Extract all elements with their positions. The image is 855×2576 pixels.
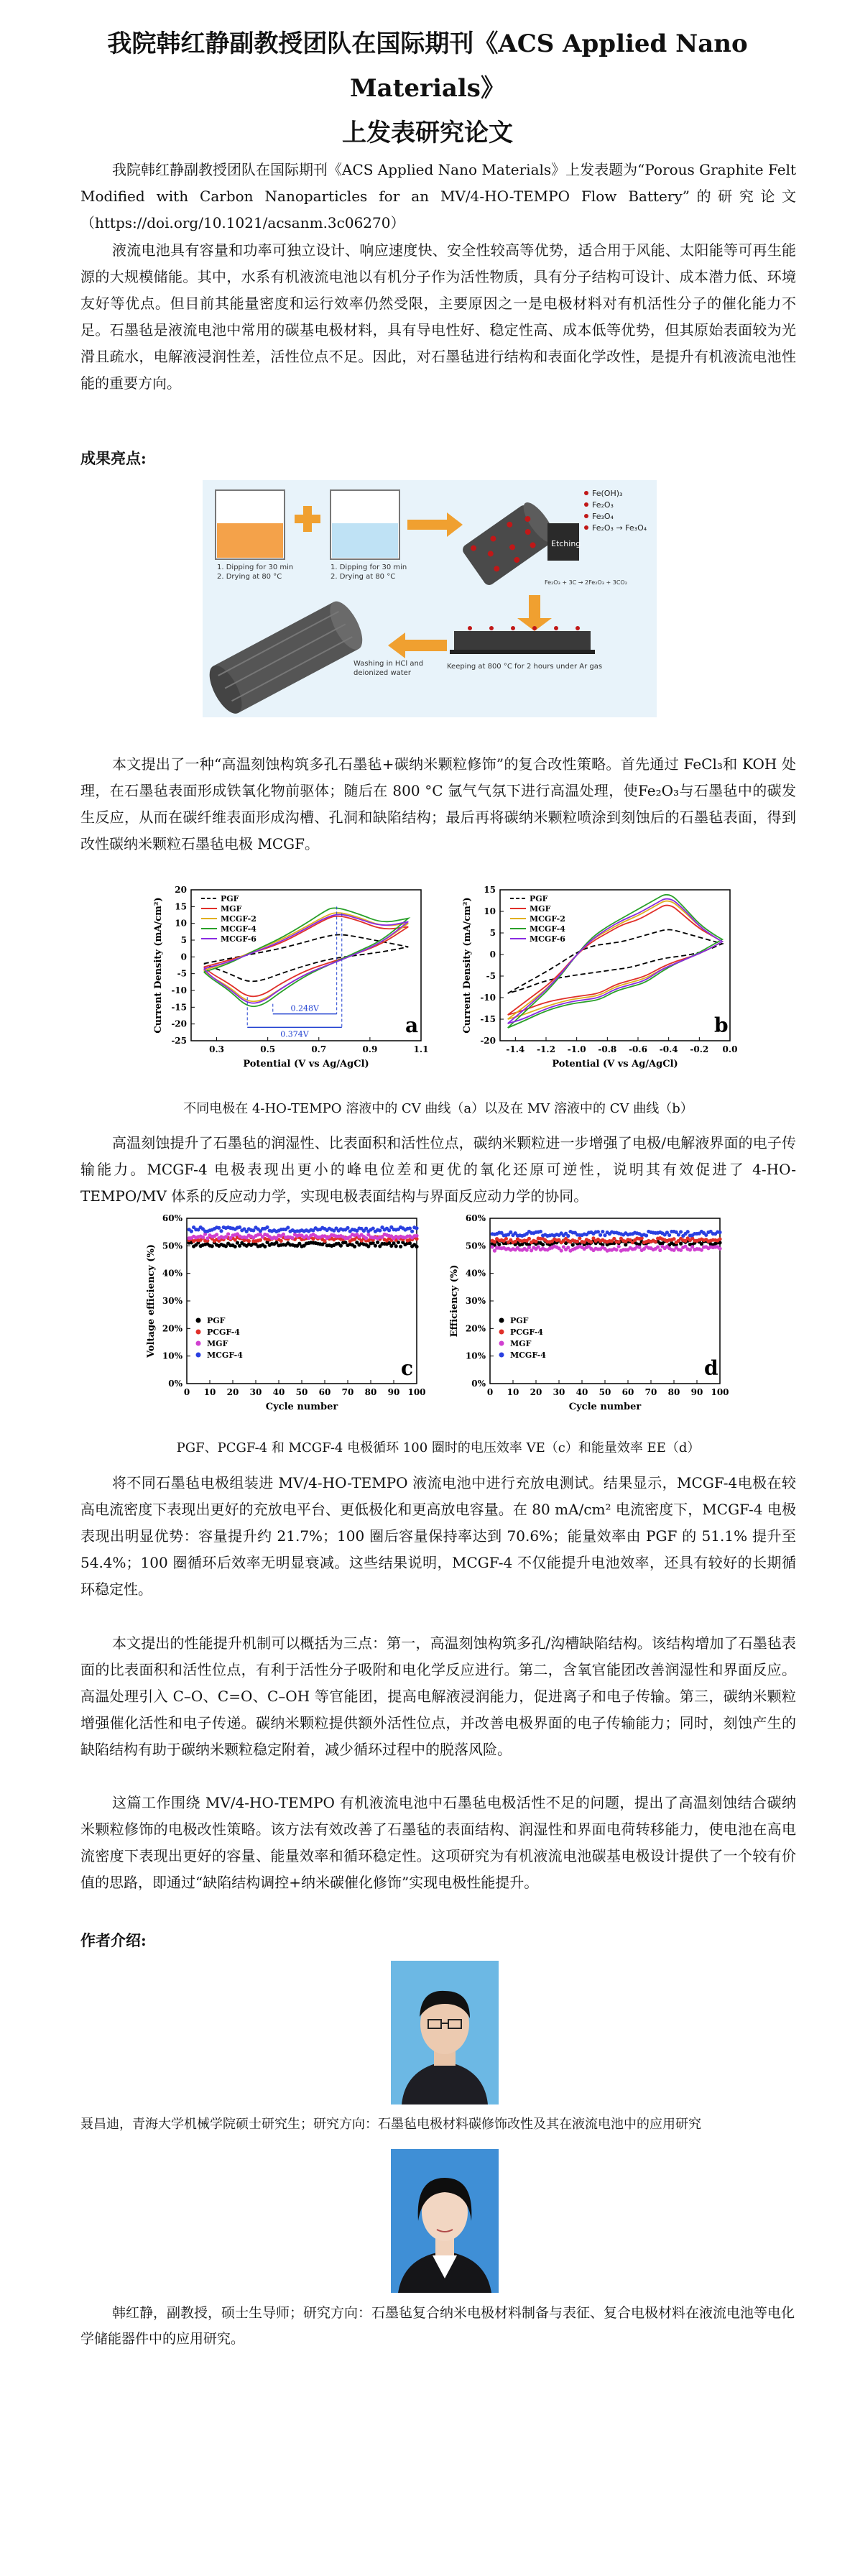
y-tick-label: 10% [162,1351,182,1361]
data-point-mgf [226,1232,230,1236]
x-tick-label: 60 [621,1387,634,1397]
panel-letter: a [405,1013,419,1037]
washing-line1: Washing in HCl and [353,660,424,668]
cycle-chart-d-svg [445,1211,747,1427]
data-point-mcgf-4 [509,1230,512,1234]
data-point-mcgf-4 [566,1234,570,1238]
x-tick-label: 50 [295,1387,308,1397]
data-point-mgf [658,1248,662,1252]
data-point-pgf [234,1245,237,1248]
data-point-pcgf-4 [617,1240,621,1243]
data-point-mgf [491,1245,494,1248]
article-title [43,22,812,155]
authors-heading: 作者介绍: [80,1931,147,1949]
data-point-pcgf-4 [612,1237,616,1241]
x-tick-label: 100 [711,1387,729,1397]
data-point-mgf [527,1246,531,1249]
cycle-chart-d [445,1211,747,1427]
x-tick-label: 0 [486,1387,494,1397]
legend-entry: MCGF-6 [530,934,565,944]
y-tick-label: 0 [489,949,496,960]
x-tick-label: 40 [272,1387,285,1397]
y-tick-label: 0 [180,952,187,962]
data-point-mcgf-4 [265,1225,269,1229]
legend-entry: MCGF-4 [221,924,256,934]
y-tick-label: 30% [162,1296,182,1306]
title-line-2: 上发表研究论文 [342,119,513,147]
etching-box [547,523,581,561]
x-tick-label: 0.7 [311,1044,327,1054]
x-tick-label: 20 [530,1387,542,1397]
data-point-pcgf-4 [576,1240,579,1243]
x-tick-label: -0.4 [659,1044,678,1054]
peak-separation-label: 0.248V [290,1003,319,1013]
legend-marker [499,1330,504,1335]
data-point-mgf [215,1233,218,1236]
data-point-pgf [571,1243,575,1246]
data-point-pgf [366,1244,370,1248]
y-tick-label: 10% [465,1351,486,1361]
x-tick-label: 0.0 [722,1044,738,1054]
data-point-mcgf-4 [410,1230,414,1233]
legend-entry: PGF [221,894,239,903]
step1-line2: 2. Drying at 80 °C [217,573,282,581]
data-point-pcgf-4 [504,1237,508,1241]
data-point-pgf [211,1244,214,1248]
y-tick-label: 50% [465,1241,486,1251]
x-tick-label: 10 [203,1387,216,1397]
data-point-pgf [374,1244,377,1248]
panel-letter: d [704,1356,718,1380]
x-tick-label: -1.2 [537,1044,555,1054]
species-4: Fe₂O₃ → Fe₃O₄ [592,523,647,533]
data-point-pcgf-4 [323,1239,326,1243]
cv-chart-a [151,884,438,1078]
y-tick-label: 30% [465,1296,486,1306]
legend-entry: MCGF-2 [530,914,565,924]
x-tick-label: 30 [249,1387,262,1397]
x-tick-label: -1.4 [506,1044,525,1054]
panel-letter: c [401,1356,414,1380]
background-paragraph: 液流电池具有容量和功率可独立设计、响应速度快、安全性较高等优势，适合用于风能、太阳能等可再生能源的大规模储能。其中，水系有机液流电池以有机分子作为活性物质，具有分子结构可设计、成本潜力低、环境友好等优点。但目前其能量密度和运行效率仍然受限，主要原因之一是电极材料对有机活性分子的催化能力不足。石墨毡是液流电池中常用的碳基电极材料，具有导电性好、稳定性高、成本低等优势，但其原始表面较为光滑且疏水，电解液浸润性差，活性位点不足。因此，对石墨毡进行结构和表面化学改性，是提升有机液流电池性能的重要方向。 [80,242,796,392]
data-point-mcgf-4 [371,1226,375,1230]
data-point-mgf [656,1245,660,1248]
data-point-pcgf-4 [247,1239,251,1243]
y-axis-title: Current Density (mA/cm²) [462,897,473,1034]
data-point-pcgf-4 [578,1236,581,1240]
legend-marker [196,1353,201,1358]
legend-marker [196,1330,201,1335]
data-point-pgf [624,1243,627,1246]
data-point-mcgf-4 [190,1230,193,1233]
highlights-heading: 成果亮点: [80,449,147,467]
species-1: Fe(OH)₃ [592,489,623,498]
y-tick-label: 50% [162,1241,182,1251]
legend-entry: MGF [207,1339,228,1348]
x-tick-label: 0.5 [260,1044,276,1054]
author2-description: 韩红静，副教授，硕士生导师；研究方向：石墨毡复合纳米电极材料制备与表征、复合电极材料在液流电池等电化学储能器件中的应用研究。 [80,2305,795,2347]
x-tick-label: 0 [183,1387,190,1397]
x-tick-label: 30 [553,1387,565,1397]
y-tick-label: -5 [486,971,496,981]
data-point-pgf [263,1245,267,1248]
author1-photo [391,1961,499,2104]
y-tick-label: 40% [465,1268,486,1279]
x-tick-label: -0.2 [690,1044,709,1054]
legend-marker [499,1318,504,1323]
x-tick-label: 0.9 [362,1044,378,1054]
x-tick-label: 20 [226,1387,239,1397]
y-tick-label: -20 [171,1018,187,1029]
data-point-mgf [614,1248,618,1251]
y-tick-label: 40% [162,1268,182,1279]
data-point-pcgf-4 [279,1239,283,1243]
data-point-mcgf-4 [539,1230,542,1233]
cv-caption: 不同电极在 4-HO-TEMPO 溶液中的 CV 曲线（a）以及在 MV 溶液中的 CV 曲线（b） [183,1101,693,1116]
data-point-mgf [718,1247,721,1251]
mechanism-paragraph: 本文提出的性能提升机制可以概括为三点：第一，高温刻蚀构筑多孔/沟槽缺陷结构。该结构增加了石墨毡表面的比表面积和活性位点，有利于活性分子吸附和电化学反应进行。第二，含氧官能团改善润湿性和界面反应。高温处理引入 C–O、C=O、C–OH 等官能团，提高电解液浸润能力，促进离子和电子传输。第三，碳纳米颗粒增强催化活性和电子传递。碳纳米颗粒提供额外活性位点，并改善电极界面的电子传输能力；同时，刻蚀产生的缺陷结构有助于碳纳米颗粒稳定附着，减少循环过程中的脱落风险。 [80,1634,796,1758]
beaker-2 [331,490,399,559]
x-axis-title: Potential (V vs Ag/AgCl) [552,1059,678,1070]
legend-entry: MGF [221,904,242,914]
beaker-1 [216,490,285,559]
data-point-mcgf-4 [596,1230,600,1233]
legend-entry: PGF [510,1316,529,1325]
x-tick-label: 70 [341,1387,354,1397]
legend-entry: MCGF-4 [510,1351,546,1360]
step1-line1: 1. Dipping for 30 min [217,564,294,571]
species-2: Fe₂O₃ [592,500,614,510]
author2-portrait [391,2149,499,2293]
title-line-1: 我院韩红静副教授团队在国际期刊《ACS Applied Nano Materials》 [107,29,748,103]
y-tick-label: -25 [171,1036,187,1046]
legend-entry: PGF [207,1316,226,1325]
y-tick-label: -15 [171,1002,187,1013]
y-tick-label: -20 [480,1036,496,1046]
y-tick-label: 5 [489,928,496,938]
data-point-pcgf-4 [654,1240,657,1243]
data-point-mcgf-4 [667,1233,671,1237]
y-tick-label: 20% [162,1323,182,1334]
keeping-label: Keeping at 800 °C for 2 hours under Ar gas [447,663,603,671]
data-point-mcgf-4 [718,1230,721,1234]
x-tick-label: 70 [644,1387,657,1397]
x-tick-label: 1.1 [413,1044,429,1054]
x-tick-label: 90 [387,1387,400,1397]
data-point-pcgf-4 [534,1240,537,1243]
schematic-svg [203,480,657,717]
data-point-pgf [339,1244,343,1248]
data-point-mcgf-4 [644,1233,648,1237]
y-tick-label: -5 [177,968,187,979]
x-tick-label: 80 [364,1387,377,1397]
y-tick-label: 15 [484,885,496,895]
x-tick-label: 0.3 [209,1044,225,1054]
method-paragraph: 本文提出了一种“高温刻蚀构筑多孔石墨毡+碳纳米颗粒修饰”的复合改性策略。首先通过 FeCl₃和 KOH 处理，在石墨毡表面形成铁氧化物前驱体；随后在 800 °C 氩气气氛下进行高温处理，使Fe₂O₃与石墨毡中的碳发生反应，从而在碳纤维表面形成沟槽、孔洞和缺陷结构；最后再将碳纳米颗粒喷涂到刻蚀后的石墨毡表面，得到改性碳纳米颗粒石墨毡电极 MCGF。 [80,755,796,852]
data-point-mcgf-4 [686,1230,690,1233]
step2-line2: 2. Drying at 80 °C [331,573,396,581]
reaction-equation: Fe₂O₃ + 3C → 2Fe₂O₃ + 3CO₂ [545,579,627,586]
data-point-mcgf-4 [408,1226,412,1230]
x-tick-label: 10 [507,1387,519,1397]
y-tick-label: 20 [175,885,187,895]
data-point-mcgf-4 [603,1233,606,1237]
y-tick-label: -10 [480,993,496,1003]
y-tick-label: 10 [175,918,187,929]
cv-chart-b [460,884,747,1078]
data-point-pgf [541,1243,545,1246]
panel-letter: b [714,1013,729,1037]
x-axis-title: Potential (V vs Ag/AgCl) [243,1059,369,1070]
y-tick-label: 0% [471,1379,486,1389]
legend-entry: MCGF-4 [530,924,565,934]
author2-photo [391,2149,499,2293]
data-point-mgf [205,1236,209,1240]
cv-discussion-paragraph: 高温刻蚀提升了石墨毡的润湿性、比表面积和活性位点，碳纳米颗粒进一步增强了电极/电解液界面的电子传输能力。MCGF-4 电极表现出更小的峰电位差和更优的氧化还原可逆性，说明其有效促进了 4-HO-TEMPO/MV 体系的反应动力学，实现电极表面结构与界面反应动力学的协同。 [80,1134,796,1205]
data-point-mcgf-4 [219,1229,223,1233]
data-point-pcgf-4 [259,1238,262,1242]
data-point-mgf [560,1248,563,1252]
data-point-mcgf-4 [415,1226,418,1230]
data-point-pgf [394,1244,398,1248]
y-axis-title: Efficiency (%) [449,1264,460,1338]
data-point-pgf [376,1241,379,1244]
legend-entry: PCGF-4 [510,1328,543,1337]
data-point-pcgf-4 [527,1237,531,1241]
washing-line2: deionized water [353,669,411,677]
data-point-mgf [291,1236,295,1240]
peak-separation-label: 0.374V [280,1029,309,1039]
legend-marker [499,1341,504,1346]
data-point-mcgf-4 [601,1230,604,1233]
data-point-mgf [566,1246,570,1249]
legend-marker [196,1341,201,1346]
data-point-pgf [497,1243,501,1246]
data-point-pgf [353,1245,356,1248]
battery-results-paragraph: 将不同石墨毡电极组装进 MV/4-HO-TEMPO 液流电池中进行充放电测试。结果显示，MCGF-4电极在较高电流密度下表现出更好的充放电平台、更低极化和更高放电容量。在 80 mA/cm² 电流密度下，MCGF-4 电极表现出明显优势：容量提升约 21.7%；100 圈后容量保持率达到 70.6%；能量效率由 PGF 的 51.1% 提升至 54.4%；100 圈循环后效率无明显衰减。这些结果说明，MCGF-4 不仅能提升电池效率，还具有较好的长期循环稳定性。 [80,1474,796,1598]
synthesis-schematic [203,480,657,717]
cycle-chart-c [142,1211,444,1427]
y-tick-label: 60% [162,1213,182,1223]
y-tick-label: -15 [480,1014,496,1024]
data-point-mgf [637,1246,641,1249]
data-point-pcgf-4 [718,1237,721,1241]
data-point-mgf [688,1248,692,1251]
x-tick-label: 80 [667,1387,680,1397]
data-point-pgf [415,1245,418,1248]
intro-paragraph: 我院韩红静副教授团队在国际期刊《ACS Applied Nano Materials》上发表题为“Porous Graphite Felt Modified with Carbon Nanoparticles for an MV/4-HO-TEMPO Flow Battery”的研究论文（https://doi.org/10.1021/acsanm.3c06270） [80,161,797,231]
data-point-pcgf-4 [589,1240,593,1243]
author1-portrait [391,1961,499,2104]
y-axis-title: Current Density (mA/cm²) [153,897,164,1034]
data-point-mcgf-4 [679,1230,683,1233]
legend-marker [499,1353,504,1358]
data-point-mgf [201,1236,205,1239]
x-axis-title: Cycle number [265,1402,338,1412]
data-point-mcgf-4 [217,1226,221,1230]
x-tick-label: -0.8 [598,1044,617,1054]
data-point-mgf [617,1245,621,1248]
data-point-mcgf-4 [598,1233,602,1237]
x-tick-label: 50 [598,1387,611,1397]
x-tick-label: -0.6 [629,1044,647,1054]
legend-entry: MCGF-6 [221,934,256,944]
data-point-mgf [415,1234,418,1238]
y-tick-label: 10 [484,906,496,916]
y-tick-label: 60% [465,1213,486,1223]
data-point-mcgf-4 [238,1225,241,1229]
data-point-mcgf-4 [387,1228,391,1232]
conclusion-paragraph: 这篇工作围绕 MV/4-HO-TEMPO 有机液流电池中石墨毡电极活性不足的问题，提出了高温刻蚀结合碳纳米颗粒修饰的电极改性策略。该方法有效改善了石墨毡的表面结构、润湿性和界面电荷转移能力，使电池在高电流密度下表现出更好的容量、能量效率和循环稳定性。这项研究为有机液流电池碳基电极设计提供了一个较有价值的思路，即通过“缺陷结构调控+纳米碳催化修饰”实现电极性能提升。 [80,1794,796,1891]
y-axis-title: Voltage efficiency (%) [146,1244,157,1358]
x-tick-label: 100 [407,1387,426,1397]
cycle-chart-c-svg [142,1211,444,1427]
data-point-pgf [236,1241,239,1245]
legend-entry: MCGF-4 [207,1351,243,1360]
y-tick-label: 0% [168,1379,182,1389]
cv-chart-a-svg [151,884,438,1078]
x-tick-label: 60 [318,1387,331,1397]
legend-entry: MCGF-2 [221,914,256,924]
data-point-pcgf-4 [493,1240,496,1243]
x-axis-title: Cycle number [568,1402,642,1412]
data-point-mgf [282,1233,285,1236]
y-tick-label: 15 [175,901,187,912]
x-tick-label: -1.0 [567,1044,586,1054]
author1-description: 聂昌迪，青海大学机械学院硕士研究生；研究方向：石墨毡电极材料碳修饰改性及其在液流电池中的应用研究 [80,2117,701,2132]
y-tick-label: 5 [180,935,187,945]
data-point-mcgf-4 [286,1225,290,1229]
x-tick-label: 90 [690,1387,703,1397]
etching-label: Etching [551,539,581,548]
legend-marker [196,1318,201,1323]
cv-chart-b-svg [460,884,747,1078]
data-point-mgf [364,1236,368,1240]
step2-line1: 1. Dipping for 30 min [331,564,407,571]
y-tick-label: -10 [171,985,187,995]
legend-entry: MGF [510,1339,532,1348]
data-point-mcgf-4 [378,1228,382,1232]
legend-entry: PGF [530,894,548,903]
legend-entry: MGF [530,904,551,914]
legend-entry: PCGF-4 [207,1328,240,1337]
data-point-pgf [399,1245,402,1248]
cycle-caption: PGF、PCGF-4 和 MCGF-4 电极循环 100 圈时的电压效率 VE（c）和能量效率 EE（d） [176,1440,701,1455]
x-tick-label: 40 [576,1387,588,1397]
y-tick-label: 20% [465,1323,486,1334]
data-point-pcgf-4 [672,1237,675,1241]
species-3: Fe₃O₄ [592,512,614,521]
data-point-mcgf-4 [346,1226,349,1230]
